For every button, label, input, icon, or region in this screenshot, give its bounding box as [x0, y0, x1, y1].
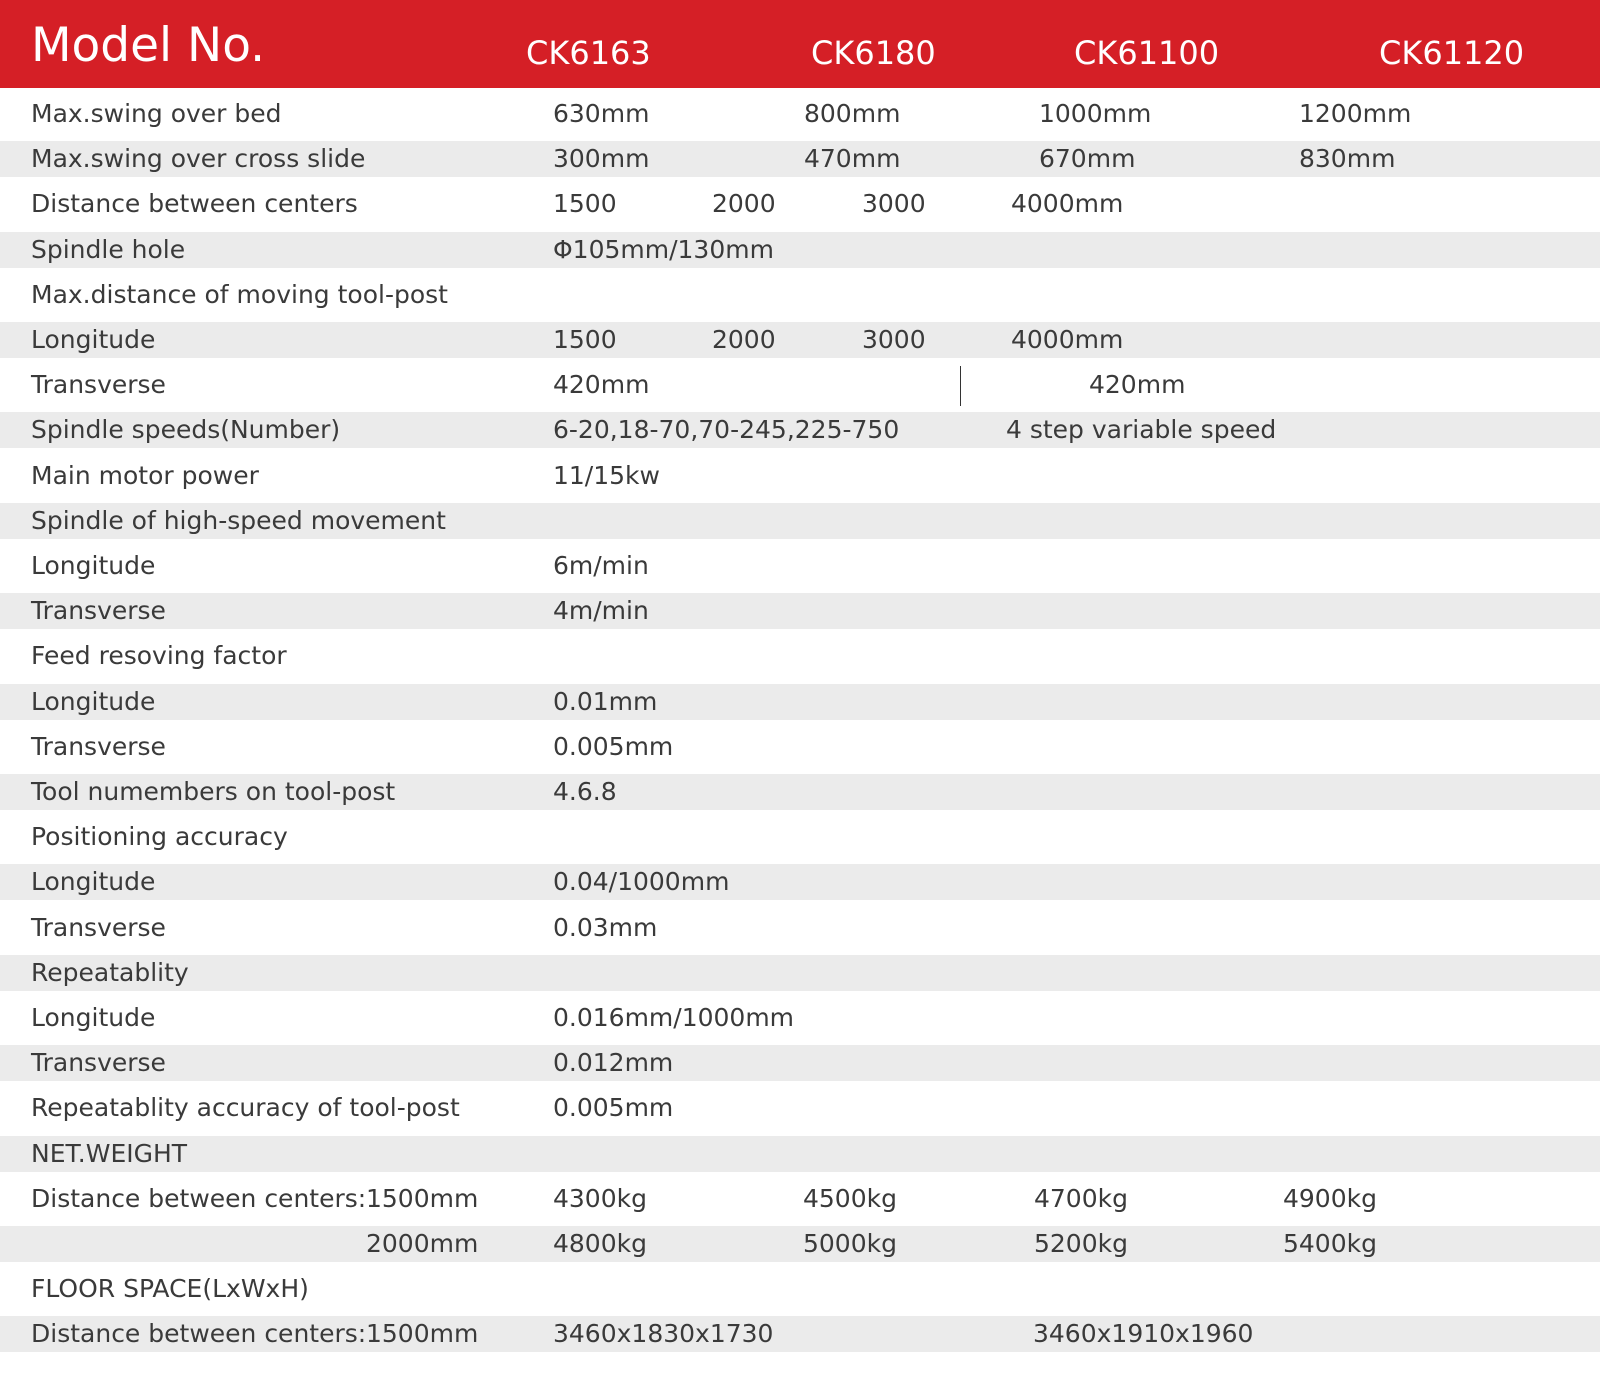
row-value: 2000	[712, 189, 776, 219]
row-value: 4000mm	[1011, 189, 1124, 219]
table-row	[0, 729, 1600, 765]
table-row	[0, 277, 1600, 313]
row-label: Longitude	[31, 325, 156, 354]
row-value: 2000	[712, 325, 776, 354]
table-row	[0, 1045, 1600, 1081]
table-row	[0, 412, 1600, 448]
row-value: 3460x1910x1960	[1033, 1319, 1254, 1349]
table-row	[0, 1090, 1600, 1126]
model-ck61100: CK61100	[1074, 34, 1220, 72]
table-row	[0, 458, 1600, 494]
row-label: Spindle of high-speed movement	[31, 505, 446, 535]
row-value: 4500kg	[803, 1183, 897, 1213]
row-value: 4.6.8	[553, 777, 617, 806]
table-row	[0, 141, 1600, 177]
model-ck61120: CK61120	[1379, 34, 1525, 72]
table-row	[0, 638, 1600, 674]
row-value: 0.005mm	[553, 1093, 674, 1123]
row-label: Transverse	[31, 596, 166, 626]
table-row	[0, 367, 1600, 403]
table-row	[0, 1181, 1600, 1217]
row-value: 3460x1830x1730	[553, 1319, 774, 1349]
row-label: Transverse	[31, 912, 166, 942]
row-value: 5000kg	[803, 1229, 897, 1258]
table-row	[0, 1136, 1600, 1172]
table-row	[0, 1226, 1600, 1262]
row-value: 470mm	[804, 144, 901, 174]
row-value: 630mm	[553, 99, 650, 128]
row-label: Longitude	[31, 867, 156, 897]
row-label: Longitude	[31, 551, 156, 580]
row-label: Repeatablity accuracy of tool-post	[31, 1093, 460, 1123]
row-label: Distance between centers:	[31, 1183, 367, 1213]
table-row	[0, 1000, 1600, 1036]
row-label: Max.swing over cross slide	[31, 144, 366, 174]
table-row	[0, 548, 1600, 584]
row-sublabel: 1500mm	[366, 1183, 479, 1213]
model-ck6163: CK6163	[526, 34, 651, 72]
row-value: 0.005mm	[553, 731, 674, 761]
row-value: 5200kg	[1034, 1229, 1128, 1258]
table-row	[0, 774, 1600, 810]
row-value: 0.04/1000mm	[553, 867, 730, 897]
row-value: 4 step variable speed	[1006, 415, 1277, 445]
row-value: 300mm	[553, 144, 650, 174]
row-value: 670mm	[1039, 144, 1136, 174]
row-label: Transverse	[31, 370, 166, 400]
row-value: 3000	[862, 325, 926, 354]
row-label: Repeatablity	[31, 957, 189, 987]
row-value: 420mm	[1089, 370, 1186, 400]
table-header	[0, 0, 1600, 88]
row-label: Main motor power	[31, 460, 259, 490]
row-label: Max.distance of moving tool-post	[31, 279, 448, 309]
column-divider	[960, 366, 961, 406]
header-title: Model No.	[31, 18, 266, 73]
row-value: 0.012mm	[553, 1048, 674, 1078]
row-value: 5400kg	[1283, 1229, 1377, 1258]
row-value: 830mm	[1299, 144, 1396, 174]
row-value: 1200mm	[1299, 99, 1412, 128]
row-value: Φ105mm/130mm	[553, 234, 774, 264]
table-row	[0, 1316, 1600, 1352]
table-row	[0, 96, 1600, 132]
table-row	[0, 684, 1600, 720]
row-label: Distance between centers	[31, 189, 358, 219]
table-row	[0, 819, 1600, 855]
row-label: Transverse	[31, 1048, 166, 1078]
row-label: Positioning accuracy	[31, 822, 288, 852]
row-value: 0.01mm	[553, 686, 658, 716]
row-label: Max.swing over bed	[31, 99, 282, 128]
row-value: 800mm	[804, 99, 901, 128]
row-value: 1500	[553, 325, 617, 354]
table-row	[0, 910, 1600, 946]
row-value: 11/15kw	[553, 460, 660, 490]
table-row	[0, 322, 1600, 358]
row-label: FLOOR SPACE(LxWxH)	[31, 1274, 309, 1304]
row-value: 1000mm	[1039, 99, 1152, 128]
row-value: 4700kg	[1034, 1183, 1128, 1213]
row-value: 4800kg	[553, 1229, 647, 1258]
table-row	[0, 503, 1600, 539]
table-row	[0, 955, 1600, 991]
row-value: 6-20,18-70,70-245,225-750	[553, 415, 900, 445]
row-value: 420mm	[553, 370, 650, 400]
row-label: Feed resoving factor	[31, 641, 287, 671]
table-row	[0, 1271, 1600, 1307]
row-value: 4900kg	[1283, 1183, 1377, 1213]
row-label: Longitude	[31, 686, 156, 716]
table-row	[0, 593, 1600, 629]
row-label: Tool numembers on tool-post	[31, 777, 396, 806]
model-ck6180: CK6180	[811, 34, 936, 72]
row-label: Spindle hole	[31, 234, 186, 264]
row-label: Transverse	[31, 731, 166, 761]
row-sublabel: 2000mm	[366, 1229, 479, 1258]
row-value: 4000mm	[1011, 325, 1124, 354]
table-row	[0, 232, 1600, 268]
row-label: Distance between centers:	[31, 1319, 367, 1349]
table-row	[0, 186, 1600, 222]
row-value: 0.03mm	[553, 912, 658, 942]
row-label: Longitude	[31, 1003, 156, 1032]
row-value: 0.016mm/1000mm	[553, 1003, 795, 1032]
row-value: 3000	[862, 189, 926, 219]
row-value: 6m/min	[553, 551, 649, 580]
row-value: 4m/min	[553, 596, 649, 626]
row-label: NET.WEIGHT	[31, 1138, 188, 1168]
row-value: 4300kg	[553, 1183, 647, 1213]
row-sublabel: 1500mm	[366, 1319, 479, 1349]
row-value: 1500	[553, 189, 617, 219]
row-label: Spindle speeds(Number)	[31, 415, 341, 445]
table-row	[0, 864, 1600, 900]
